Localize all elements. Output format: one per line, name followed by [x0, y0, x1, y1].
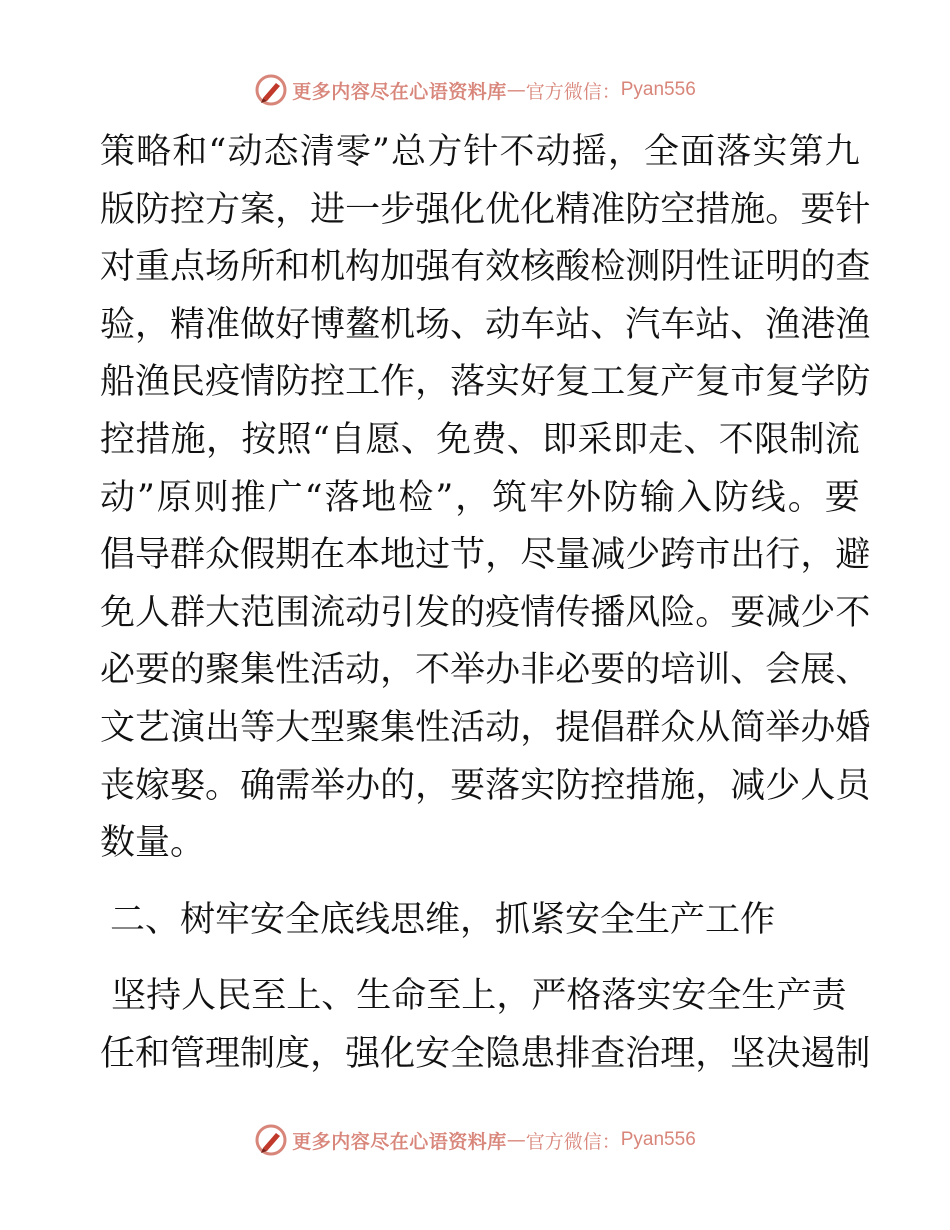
watermark-dash: — — [506, 1129, 526, 1151]
text-line: 控 措 施 ， 按 照 “ 自 愿 、 免 费 、 即 采 即 走 、 不 限 制 流 — [100, 419, 860, 460]
text-line: 倡 导 群 众 假 期 在 本 地 过 节 ， 尽 量 减 少 跨 市 出 行 ， 避 — [100, 535, 871, 576]
paragraph-2 — [100, 968, 871, 1083]
text-line: 必 要 的 聚 集 性 活 动 ， 不 举 办 非 必 要 的 培 训 、 会 展 、 — [100, 650, 871, 691]
text-line: 版 防 控 方 案 ， 进 一 步 强 化 优 化 精 准 防 空 措 施 。 要 针 — [100, 189, 871, 230]
watermark-dash: — — [506, 79, 526, 101]
text-line: 免 人 群 大 范 围 流 动 引 发 的 疫 情 传 播 风 险 。 要 减 少 不 — [100, 592, 871, 633]
text-line: 文 艺 演 出 等 大 型 聚 集 性 活 动 ， 提 倡 群 众 从 简 举 办 婚 — [100, 707, 871, 748]
watermark-official-label: 官方微信： — [525, 80, 621, 103]
text-line: 丧 嫁 娶 。 确 需 举 办 的 ， 要 落 实 防 控 措 施 ， 减 少 人 员 — [100, 765, 871, 806]
text-line: 对 重 点 场 所 和 机 构 加 强 有 效 核 酸 检 测 阴 性 证 明 的 查 — [100, 247, 871, 288]
text-line: 坚 持 人 民 至 上 、 生 命 至 上 ， 严 格 落 实 安 全 生 产 责 — [111, 976, 847, 1016]
watermark-wechat-id: Pyan556 — [620, 1129, 696, 1150]
watermark-footer — [0, 1120, 950, 1160]
pen-logo-icon — [254, 73, 288, 107]
watermark-wechat-id: Pyan556 — [620, 79, 696, 100]
watermark-header — [0, 70, 950, 110]
pen-logo-icon — [254, 1123, 288, 1157]
watermark-official-label: 官方微信： — [525, 1130, 621, 1153]
paragraph-1 — [100, 124, 871, 873]
text-line: 任 和 管 理 制 度 ， 强 化 安 全 隐 患 排 查 治 理 ， 坚 决 遏 制 — [100, 1033, 871, 1074]
text-line: 策 略 和 “ 动 态 清 零 ” 总 方 针 不 动 摇 ， 全 面 落 实 第 九 — [100, 132, 860, 172]
section-heading: 二、树牢安全底线思维，抓紧安全生产工作 — [110, 900, 776, 940]
watermark-text: 更多内容尽在心语资料库 — [292, 1130, 507, 1153]
text-line: 动 ” 原 则 推 广 “ 落 地 检 ” ， 筑 牢 外 防 输 入 防 线 。 要 — [100, 477, 860, 518]
text-line: 船 渔 民 疫 情 防 控 工 作 ， 落 实 好 复 工 复 产 复 市 复 学 防 — [100, 362, 871, 403]
text-line: 数量。 — [100, 823, 206, 864]
watermark-text: 更多内容尽在心语资料库 — [292, 80, 507, 103]
text-line: 验 ， 精 准 做 好 博 鳌 机 场 、 动 车 站 、 汽 车 站 、 渔 港 渔 — [100, 304, 871, 345]
